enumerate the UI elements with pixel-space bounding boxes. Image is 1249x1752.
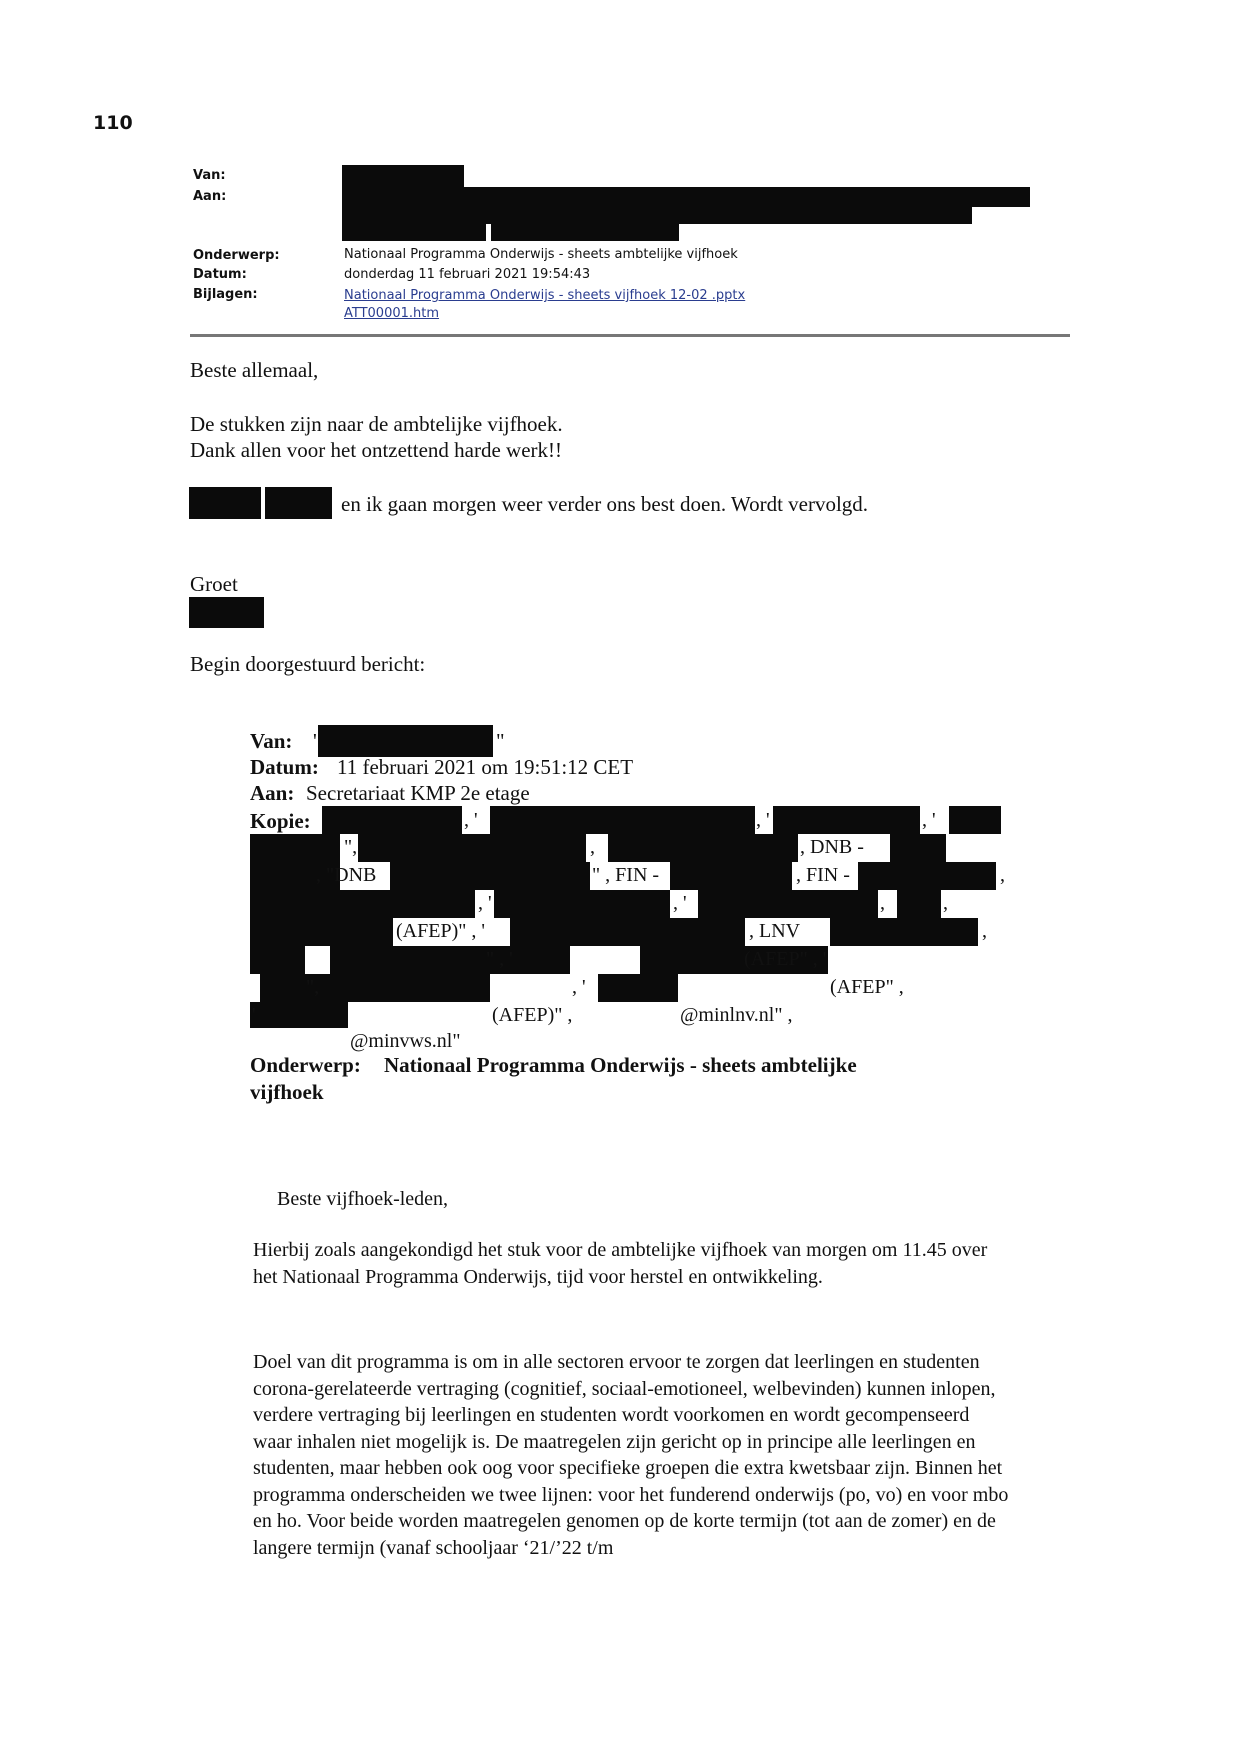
closing: Groet [190, 572, 238, 596]
cc-fragment: (AFEP" , ' [744, 948, 827, 970]
fwd-van-open: ' [313, 729, 317, 753]
fwd-aan-label: Aan: [250, 781, 295, 805]
cc-fragment: , LNV [749, 920, 801, 942]
redaction-signature [189, 597, 264, 628]
page-number: 110 [93, 112, 133, 134]
cc-fragment: , ' [756, 809, 770, 831]
fwd-van-label: Van: [250, 729, 293, 753]
redaction-cc [250, 946, 305, 974]
redaction-name-1 [189, 487, 261, 519]
redaction-from [342, 165, 464, 187]
redaction-cc [949, 806, 1001, 834]
redaction-to-2 [342, 207, 972, 224]
redaction-cc [670, 862, 792, 890]
cc-fragment: , "DNB [316, 864, 377, 886]
fwd-onderwerp-value-2: vijfhoek [250, 1080, 324, 1104]
body-line-1: De stukken zijn naar de ambtelijke vijfhoek. [190, 412, 563, 436]
date-label: Datum: [193, 267, 247, 282]
cc-fragment: , ' [922, 809, 936, 831]
redaction-cc [322, 806, 462, 834]
cc-fragment: , DNB - [800, 836, 864, 858]
attachment-link-2[interactable]: ATT00001.htm [344, 306, 440, 321]
date-value: donderdag 11 februari 2021 19:54:43 [344, 267, 591, 282]
fwd-onderwerp-value-1: Nationaal Programma Onderwijs - sheets ambtelijke [384, 1053, 857, 1077]
cc-fragment: ", [306, 976, 320, 998]
fwd-onderwerp-label: Onderwerp: [250, 1053, 361, 1077]
redaction-cc [490, 806, 755, 834]
body-line-2: Dank allen voor het ontzettend harde werk!! [190, 438, 563, 462]
subject-value: Nationaal Programma Onderwijs - sheets ambtelijke vijfhoek [344, 247, 738, 262]
letter-paragraph-1: Hierbij zoals aangekondigd het stuk voor de ambtelijke vijfhoek van morgen om 11.45 over het Nationaal Programma Onderwijs, tijd voor herstel en ontwikkeling. [253, 1239, 988, 1288]
redaction-cc [698, 890, 878, 918]
redaction-cc [260, 974, 490, 1002]
header-divider [190, 334, 1070, 337]
cc-fragment: (AFEP)" , ' [396, 920, 485, 942]
redaction-cc [897, 890, 941, 918]
from-label: Van: [193, 168, 226, 183]
cc-fragment: , [590, 836, 595, 858]
cc-fragment: , ' [572, 976, 586, 998]
redaction-cc [608, 834, 798, 862]
cc-fragment: " , ' [486, 948, 513, 970]
cc-fragment: @minlnv.nl" , [680, 1004, 793, 1026]
cc-fragment: " , FIN - [592, 864, 660, 886]
redaction-cc [890, 834, 946, 862]
cc-fragment: , [880, 892, 885, 914]
redaction-cc [250, 918, 393, 946]
letter-greeting: Beste vijfhoek-leden, [277, 1188, 449, 1210]
attachments-label: Bijlagen: [193, 287, 258, 302]
fwd-van-close: " [496, 729, 505, 753]
subject-label: Onderwerp: [193, 248, 280, 263]
redaction-cc [250, 890, 475, 918]
redaction-to-4 [491, 224, 679, 241]
cc-fragment: , [1000, 864, 1005, 886]
fwd-aan-value: Secretariaat KMP 2e etage [306, 781, 530, 805]
redaction-cc [858, 862, 996, 890]
cc-fragment: , [943, 892, 948, 914]
redaction-fwd-van [318, 725, 493, 757]
redaction-cc [598, 974, 678, 1002]
redaction-cc [494, 890, 670, 918]
fwd-kopie-label: Kopie: [250, 809, 311, 833]
redaction-name-2 [265, 487, 332, 519]
cc-fragment: , ' [673, 892, 687, 914]
cc-fragment: (AFEP" , [830, 976, 904, 998]
fwd-datum-label: Datum: [250, 755, 319, 779]
redaction-cc [510, 918, 745, 946]
redaction-cc [390, 862, 590, 890]
cc-fragment: @minvws.nl" [350, 1030, 461, 1052]
redaction-cc [773, 806, 920, 834]
greeting: Beste allemaal, [190, 358, 319, 382]
cc-fragment: , [982, 920, 987, 942]
redaction-cc [830, 918, 978, 946]
attachment-link-1[interactable]: Nationaal Programma Onderwijs - sheets vijfhoek 12-02 .pptx [344, 288, 746, 303]
fwd-datum-value: 11 februari 2021 om 19:51:12 CET [337, 755, 634, 779]
redaction-to-1 [342, 187, 1030, 207]
forwarded-intro: Begin doorgestuurd bericht: [190, 652, 426, 676]
cc-fragment: , ' [478, 892, 492, 914]
redaction-to-3 [342, 224, 486, 241]
redaction-cc [358, 834, 586, 862]
cc-fragment: , ' [464, 809, 478, 831]
cc-fragment: (AFEP)" , [492, 1004, 573, 1026]
to-label: Aan: [193, 189, 227, 204]
body-line-3: en ik gaan morgen weer verder ons best doen. Wordt vervolgd. [341, 492, 869, 516]
cc-fragment: , FIN - [796, 864, 850, 886]
cc-fragment: ' [252, 1004, 256, 1026]
redaction-cc [330, 946, 570, 974]
letter-paragraph-2: Doel van dit programma is om in alle sectoren ervoor te zorgen dat leerlingen en studenten corona-gerelateerde vertraging (cognitief, sociaal-emotioneel, welbevinden) kunnen inlopen, verdere vertraging bij leerlingen en studenten wordt voorkomen en wordt gecompenseerd waar inhalen niet mogelijk is. De maatregelen zijn gericht op in principe alle leerlingen en studenten, maar hebben ook oog voor specifieke groepen die extra kwetsbaar zijn. Binnen het programma onderscheiden we twee lijnen: voor het funderend onderwijs (po, vo) en voor mbo en ho. Voor beide worden maatregelen genomen op de korte termijn (tot aan de zomer) en de langere termijn (vanaf schooljaar ‘21/’22 t/m [253, 1351, 1009, 1559]
cc-fragment: ", [344, 836, 358, 858]
redaction-cc [250, 1002, 348, 1028]
